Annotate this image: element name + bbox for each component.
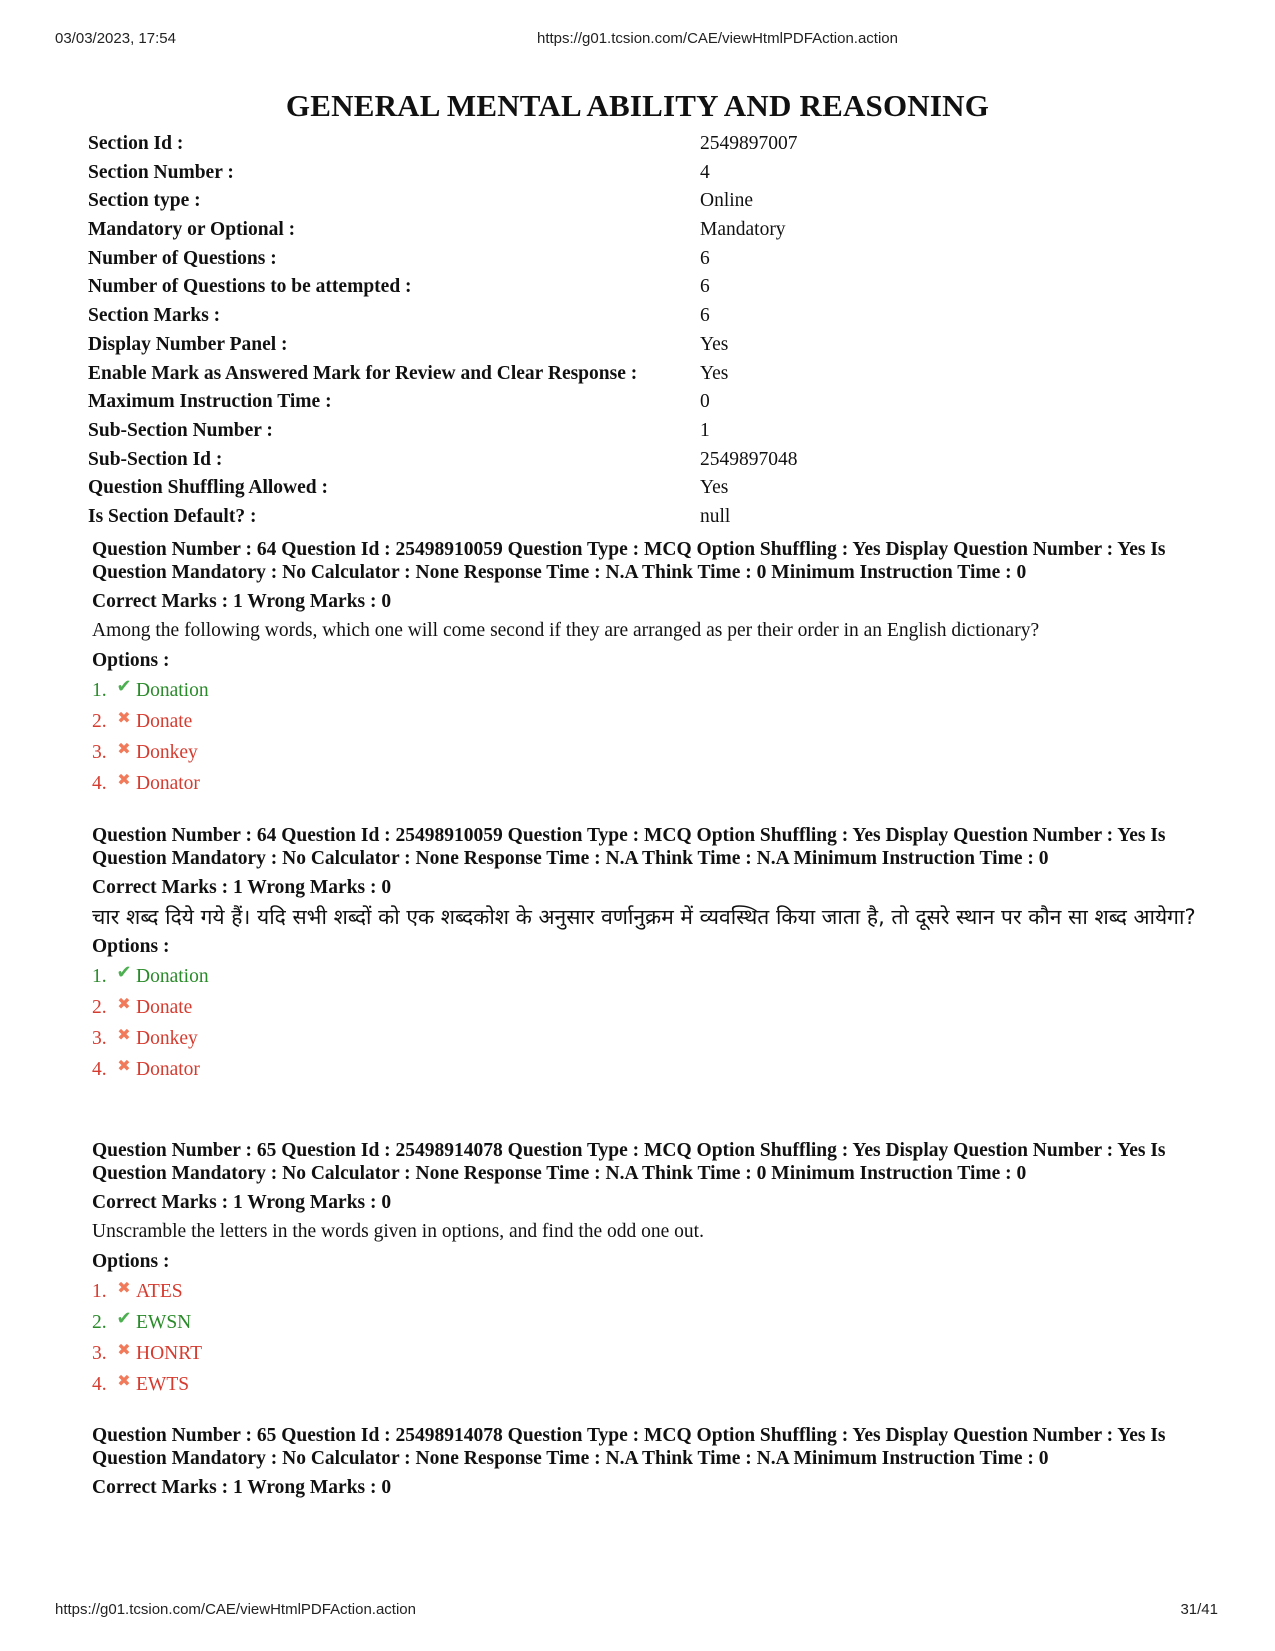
option-item: [92, 737, 1212, 768]
options-label: Options :: [92, 650, 170, 671]
info-value: null: [700, 505, 731, 527]
info-label: Question Shuffling Allowed :: [88, 477, 329, 499]
info-row: [88, 245, 1188, 274]
info-label: Section Marks :: [88, 305, 221, 327]
cross-icon: ✖: [117, 708, 131, 727]
option-number: 2.: [92, 711, 107, 732]
question-meta: Question Number : 65 Question Id : 25498914078 Question Type : MCQ Option Shuffling : Yes Display Question Number : Yes Is Question Mandatory : No Calculator : None Response Time : N.A Think Time : N.A Minimum Instruction Time : 0: [92, 1425, 1166, 1469]
info-row: [88, 130, 1188, 159]
info-label: Is Section Default? :: [88, 505, 257, 527]
info-row: [88, 446, 1188, 475]
info-label: Number of Questions to be attempted :: [88, 276, 412, 298]
option-number: 2.: [92, 997, 107, 1018]
info-row: [88, 216, 1188, 245]
info-row: [88, 360, 1188, 389]
question-meta: Question Number : 64 Question Id : 25498910059 Question Type : MCQ Option Shuffling : Yes Display Question Number : Yes Is Question Mandatory : No Calculator : None Response Time : N.A Think Time : 0 Minimum Instruction Time : 0: [92, 539, 1166, 583]
info-label: Maximum Instruction Time :: [88, 391, 332, 413]
info-value: 6: [700, 247, 710, 269]
check-icon: ✔: [116, 962, 132, 983]
question-meta: Question Number : 64 Question Id : 25498910059 Question Type : MCQ Option Shuffling : Yes Display Question Number : Yes Is Question Mandatory : No Calculator : None Response Time : N.A Think Time : N.A Minimum Instruction Time : 0: [92, 825, 1166, 869]
cross-icon: ✖: [117, 1278, 131, 1297]
info-value: 4: [700, 161, 710, 183]
option-item: [92, 1023, 1212, 1054]
question-block: [92, 538, 1212, 799]
option-item: [92, 675, 1212, 706]
cross-icon: ✖: [117, 1371, 131, 1390]
info-row: [88, 388, 1188, 417]
cross-icon: ✖: [117, 770, 131, 789]
info-row: [88, 503, 1188, 532]
option-number: 1.: [92, 680, 107, 701]
option-item: [92, 1369, 1212, 1400]
option-text: Donate: [136, 997, 193, 1018]
option-item: [92, 961, 1212, 992]
cross-icon: ✖: [117, 1056, 131, 1075]
info-row: [88, 187, 1188, 216]
option-text: Donator: [136, 1059, 200, 1080]
info-value: 2549897048: [700, 448, 798, 470]
question-meta: Question Number : 65 Question Id : 25498914078 Question Type : MCQ Option Shuffling : Yes Display Question Number : Yes Is Question Mandatory : No Calculator : None Response Time : N.A Think Time : 0 Minimum Instruction Time : 0: [92, 1140, 1166, 1184]
info-label: Section Number :: [88, 161, 234, 183]
info-row: [88, 302, 1188, 331]
info-row: [88, 331, 1188, 360]
option-number: 3.: [92, 1028, 107, 1049]
options-label: Options :: [92, 936, 170, 957]
option-item: [92, 1276, 1212, 1307]
info-label: Sub-Section Number :: [88, 419, 273, 441]
info-label: Sub-Section Id :: [88, 448, 223, 470]
print-url: https://g01.tcsion.com/CAE/viewHtmlPDFAction.action: [537, 30, 898, 47]
option-number: 3.: [92, 742, 107, 763]
info-label: Mandatory or Optional :: [88, 219, 296, 241]
info-value: Online: [700, 190, 754, 212]
option-text: Donate: [136, 711, 193, 732]
option-item: [92, 706, 1212, 737]
cross-icon: ✖: [117, 1340, 131, 1359]
info-row: [88, 159, 1188, 188]
info-value: 0: [700, 391, 710, 413]
option-number: 1.: [92, 1281, 107, 1302]
option-text: Donation: [136, 966, 209, 987]
info-value: 2549897007: [700, 133, 798, 154]
question-marks: Correct Marks : 1 Wrong Marks : 0: [92, 1477, 392, 1498]
section-info-table: [88, 130, 1188, 532]
question-marks: Correct Marks : 1 Wrong Marks : 0: [92, 877, 392, 898]
info-value: Yes: [700, 333, 729, 355]
footer-url: https://g01.tcsion.com/CAE/viewHtmlPDFAction.action: [55, 1601, 416, 1618]
option-number: 4.: [92, 773, 107, 794]
info-row: [88, 417, 1188, 446]
info-label: Section Id :: [88, 133, 184, 154]
option-text: EWTS: [136, 1374, 190, 1395]
option-text: Donator: [136, 773, 200, 794]
check-icon: ✔: [116, 676, 132, 697]
option-number: 4.: [92, 1059, 107, 1080]
option-text: Donation: [136, 680, 209, 701]
info-label: Number of Questions :: [88, 247, 277, 269]
question-text: Among the following words, which one will come second if they are arranged as per their order in an English dictionary?: [92, 620, 1040, 641]
info-value: Mandatory: [700, 219, 786, 241]
cross-icon: ✖: [117, 994, 131, 1013]
option-item: [92, 1338, 1212, 1369]
option-number: 3.: [92, 1343, 107, 1364]
check-icon: ✔: [116, 1308, 132, 1329]
question-text: चार शब्द दिये गये हैं। यदि सभी शब्दों को एक शब्दकोश के अनुसार वर्णानुक्रम में व्यवस्थित किया जाता है, तो दूसरे स्थान पर कौन सा शब्द आयेगा?: [92, 905, 1196, 929]
page-number: 31/41: [1180, 1601, 1218, 1618]
print-footer: [0, 1601, 1275, 1623]
option-number: 1.: [92, 966, 107, 987]
info-label: Display Number Panel :: [88, 333, 288, 355]
cross-icon: ✖: [117, 739, 131, 758]
question-block: [92, 1139, 1212, 1400]
options-label: Options :: [92, 1251, 170, 1272]
option-number: 2.: [92, 1312, 107, 1333]
info-label: Enable Mark as Answered Mark for Review and Clear Response :: [88, 362, 638, 384]
option-item: [92, 1307, 1212, 1338]
question-block: [92, 1424, 1212, 1499]
option-text: HONRT: [136, 1343, 202, 1364]
info-value: 6: [700, 305, 710, 327]
option-text: EWSN: [136, 1312, 192, 1333]
option-item: [92, 768, 1212, 799]
question-marks: Correct Marks : 1 Wrong Marks : 0: [92, 1192, 392, 1213]
option-item: [92, 992, 1212, 1023]
info-label: Section type :: [88, 190, 201, 212]
info-value: 6: [700, 276, 710, 298]
option-text: Donkey: [136, 742, 198, 763]
section-title: GENERAL MENTAL ABILITY AND REASONING: [285, 88, 990, 123]
option-item: [92, 1054, 1212, 1085]
question-marks: Correct Marks : 1 Wrong Marks : 0: [92, 591, 392, 612]
print-header: [0, 30, 1275, 52]
print-datetime: 03/03/2023, 17:54: [55, 30, 176, 47]
option-text: ATES: [136, 1281, 183, 1302]
cross-icon: ✖: [117, 1025, 131, 1044]
question-text: Unscramble the letters in the words given in options, and find the odd one out.: [92, 1221, 704, 1242]
info-row: [88, 474, 1188, 503]
info-row: [88, 273, 1188, 302]
option-text: Donkey: [136, 1028, 198, 1049]
info-value: 1: [700, 419, 710, 441]
info-value: Yes: [700, 477, 729, 499]
question-block: [92, 824, 1212, 1085]
info-value: Yes: [700, 362, 729, 384]
option-number: 4.: [92, 1374, 107, 1395]
